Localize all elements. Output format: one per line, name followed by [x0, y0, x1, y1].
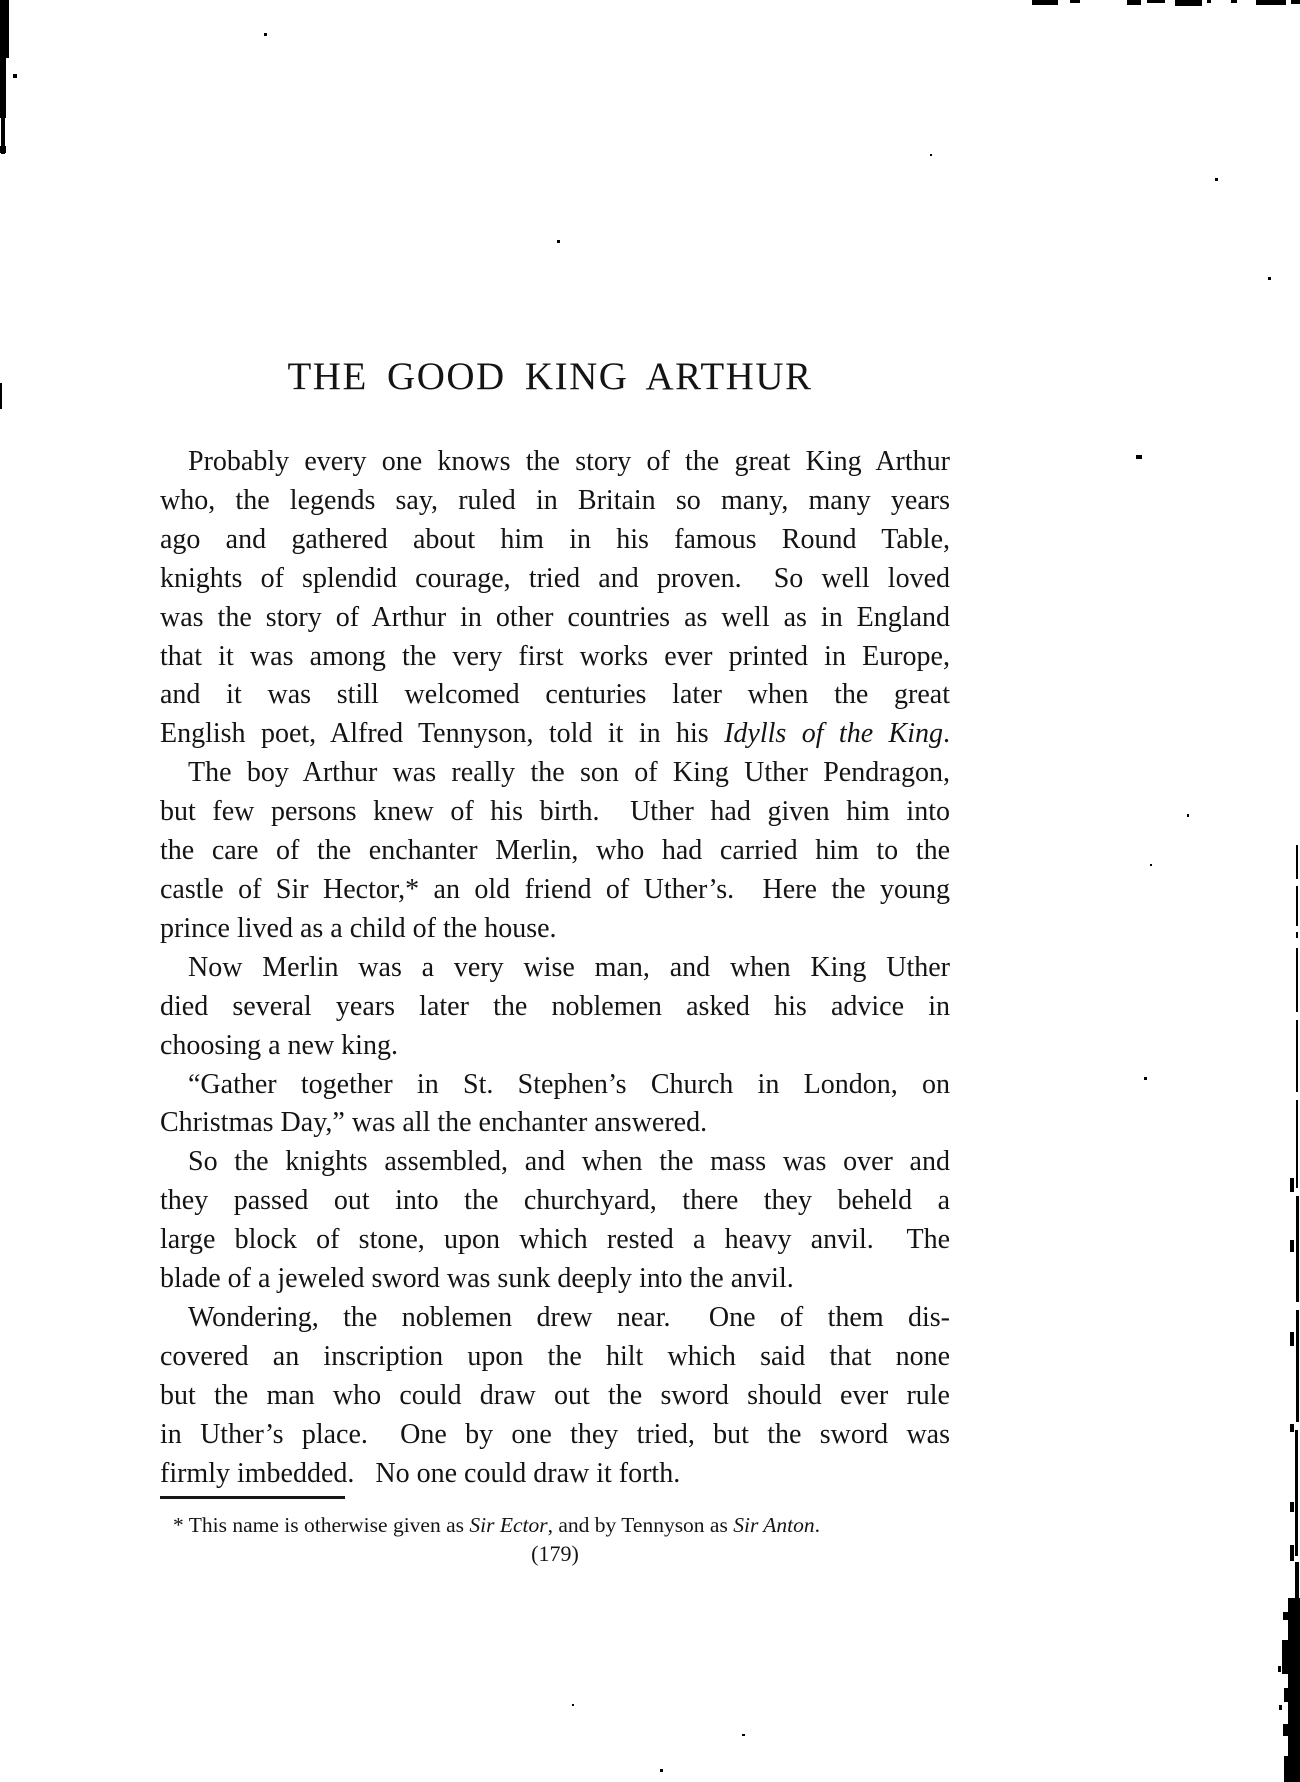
scan-artifact: [1268, 277, 1271, 280]
text-line: [160, 988, 950, 1027]
text-line: [160, 1299, 950, 1338]
text-line: [160, 1221, 950, 1260]
text-segment: in Uther’s place. One by one they tried, but the sword was: [160, 1418, 950, 1450]
scan-artifact: [1296, 886, 1298, 926]
text-line: [160, 1066, 950, 1105]
text-line: [160, 1338, 950, 1377]
text-segment: Wondering, the noblemen drew near. One of them dis-: [188, 1301, 950, 1333]
scan-artifact: [1296, 932, 1298, 938]
text-segment: that it was among the very first works ever printed in Europe,: [160, 640, 950, 672]
scan-artifact: [572, 1704, 574, 1706]
scan-artifact: [1290, 1502, 1294, 1512]
text-segment: Sir Anton: [733, 1513, 815, 1537]
scan-artifact: [1147, 0, 1165, 3]
text-line: [160, 1377, 950, 1416]
scan-artifact: [1296, 1020, 1298, 1092]
scan-artifact: [1290, 1545, 1294, 1561]
text-line: [160, 1027, 950, 1066]
text-segment: Now Merlin was a very wise man, and when King Uther: [188, 951, 950, 983]
text-segment: .: [814, 1513, 821, 1537]
text-line: [160, 521, 950, 560]
text-segment: but the man who could draw out the sword should ever rule: [160, 1379, 950, 1411]
page-number: (179): [531, 1541, 579, 1566]
text-segment: So the knights assembled, and when the mass was over and: [188, 1146, 950, 1178]
text-segment: English poet, Alfred Tennyson, told it in his: [160, 718, 725, 750]
scan-artifact: [0, 383, 2, 409]
scan-artifact: [1290, 1424, 1294, 1432]
footnote-text: [160, 1511, 960, 1539]
scan-artifact: [0, 0, 9, 58]
scan-artifact: [1279, 1705, 1282, 1710]
scan-artifact: [930, 154, 932, 156]
scan-artifact: [1296, 845, 1298, 879]
text-line: [160, 754, 950, 793]
scan-artifact: [1296, 1196, 1299, 1302]
scan-artifact: [1284, 1756, 1290, 1782]
text-line: [160, 1182, 950, 1221]
scan-artifact: [557, 240, 560, 243]
text-segment: .: [943, 718, 950, 750]
scan-artifact: [1296, 948, 1298, 1012]
text-line: [160, 715, 950, 754]
scan-artifact: [1278, 1666, 1281, 1672]
scan-artifact: [1291, 0, 1300, 4]
text-segment: covered an inscription upon the hilt which said that none: [160, 1340, 950, 1372]
text-segment: who, the legends say, ruled in Britain so many, many years: [160, 484, 950, 516]
text-segment: firmly imbedded. No one could draw it forth.: [160, 1457, 681, 1489]
scan-artifact: [1284, 1688, 1290, 1702]
scan-artifact: [13, 74, 17, 78]
text-segment: Sir Ector: [469, 1513, 548, 1537]
scan-artifact: [1127, 0, 1141, 5]
scan-artifact: [1282, 1640, 1289, 1674]
scan-artifact: [1290, 1332, 1294, 1346]
text-line: [160, 1104, 950, 1143]
text-segment: died several years later the noblemen asked his advice in: [160, 990, 950, 1022]
scan-artifact: [1207, 0, 1211, 3]
scan-artifact: [1256, 0, 1286, 5]
text-segment: large block of stone, upon which rested a heavy anvil. The: [160, 1224, 950, 1256]
scan-artifact: [1296, 1310, 1299, 1422]
text-line: [160, 832, 950, 871]
scan-artifact: [1070, 0, 1080, 3]
text-segment: “Gather together in St. Stephen’s Church in London, on: [188, 1068, 950, 1100]
scan-artifact: [0, 146, 6, 153]
scan-artifact: [1187, 814, 1189, 817]
scan-artifact: [1295, 1562, 1299, 1600]
text-segment: Idylls of the King: [724, 718, 943, 750]
scan-artifact: [660, 1769, 663, 1772]
page-title: THE GOOD KING ARTHUR: [287, 355, 813, 398]
text-line: [160, 443, 950, 482]
text-segment: prince lived as a child of the house.: [160, 912, 557, 944]
text-line: [160, 676, 950, 715]
scan-artifact: [1290, 1240, 1294, 1252]
text-segment: they passed out into the churchyard, there they beheld a: [160, 1185, 950, 1217]
text-segment: and it was still welcomed centuries later when the great: [160, 679, 950, 711]
text-line: [160, 949, 950, 988]
text-line: [160, 910, 950, 949]
text-segment: castle of Sir Hector,* an old friend of Uther’s. Here the young: [160, 873, 950, 905]
scan-artifact: [1144, 1077, 1147, 1080]
text-segment: choosing a new king.: [160, 1029, 398, 1061]
scan-artifact: [1283, 1724, 1290, 1736]
text-line: [160, 871, 950, 910]
footnote-rule: [160, 1496, 345, 1499]
text-line: [160, 599, 950, 638]
text-line: [160, 1260, 950, 1299]
text-line: [160, 1416, 950, 1455]
text-segment: was the story of Arthur in other countries as well as in England: [160, 601, 950, 633]
scan-artifact: [1295, 1430, 1298, 1556]
text-line: [160, 482, 950, 521]
scan-artifact: [0, 52, 6, 118]
text-segment: the care of the enchanter Merlin, who had carried him to the: [160, 835, 950, 867]
scan-artifact: [742, 1734, 745, 1736]
scan-artifact: [1231, 0, 1237, 3]
scan-artifact: [1175, 0, 1202, 6]
scan-artifact: [1215, 178, 1218, 181]
scan-artifact: [1296, 1100, 1298, 1188]
text-line: [160, 1455, 950, 1494]
text-line: [160, 560, 950, 599]
scan-artifact: [1283, 1612, 1289, 1620]
scan-artifact: [1032, 0, 1058, 5]
text-line: [160, 1143, 950, 1182]
scan-artifact: [1150, 864, 1152, 866]
text-segment: * This name is otherwise given as: [173, 1513, 470, 1537]
text-segment: , and by Tennyson as: [547, 1513, 734, 1537]
text-segment: Probably every one knows the story of the great King Arthur: [188, 446, 950, 477]
text-segment: The boy Arthur was really the son of King Uther Pendragon,: [188, 757, 950, 789]
text-segment: Christmas Day,” was all the enchanter answered.: [160, 1107, 708, 1139]
scan-artifact: [1290, 1178, 1294, 1192]
scan-artifact: [1136, 455, 1142, 459]
text-segment: blade of a jeweled sword was sunk deeply into the anvil.: [160, 1263, 794, 1295]
text-block: [160, 443, 950, 1493]
scan-artifact: [264, 33, 267, 36]
text-segment: knights of splendid courage, tried and proven. So well loved: [160, 562, 950, 594]
text-line: [160, 638, 950, 677]
text-line: [160, 793, 950, 832]
text-segment: ago and gathered about him in his famous Round Table,: [160, 523, 950, 555]
text-segment: but few persons knew of his birth. Uther had given him into: [160, 796, 950, 828]
